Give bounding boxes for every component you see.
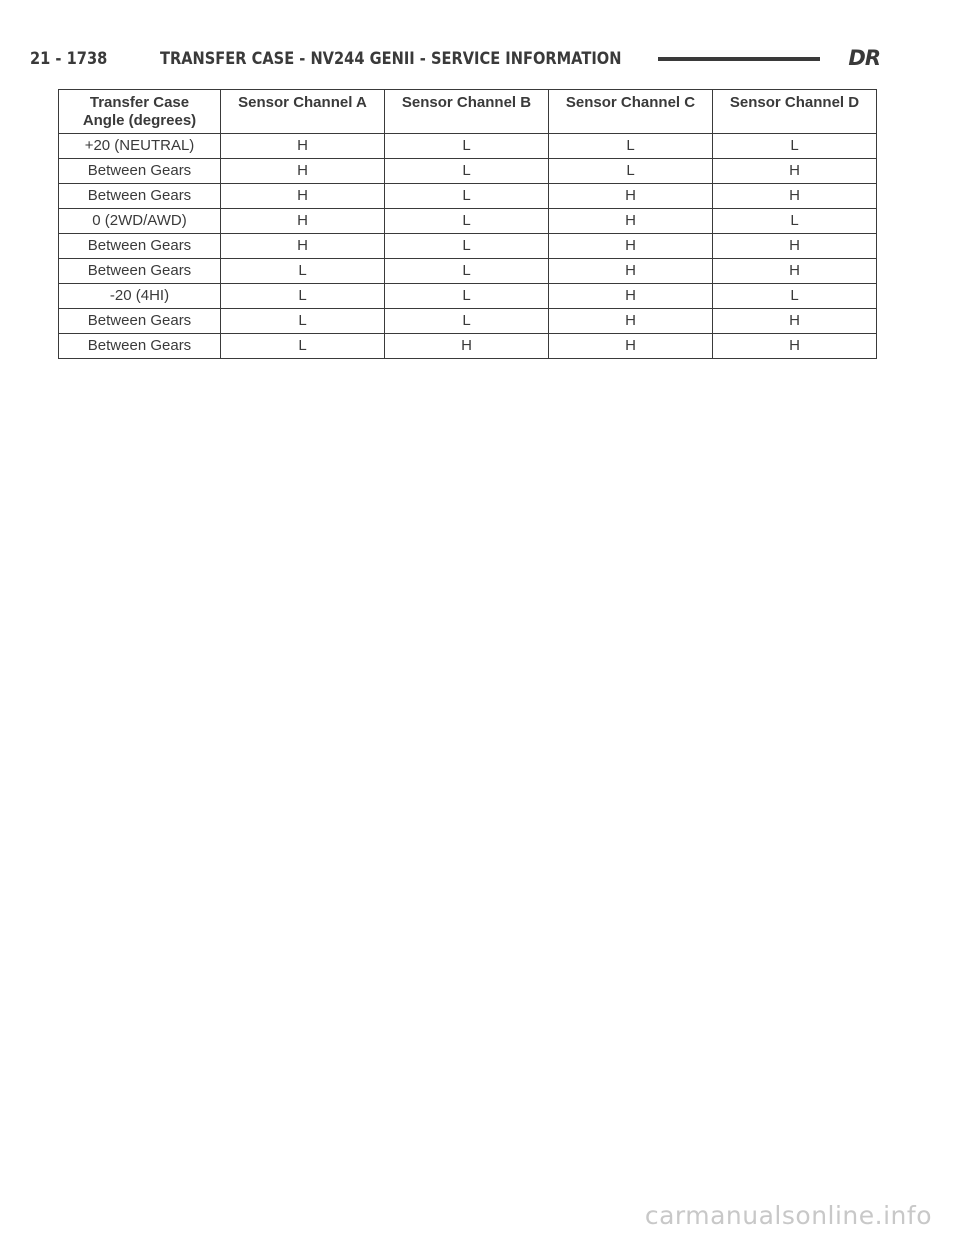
column-header-channel-d: Sensor Channel D: [713, 90, 877, 134]
cell-channel-d: H: [713, 259, 877, 284]
column-header-angle: Transfer Case Angle (degrees): [59, 90, 221, 134]
cell-angle: -20 (4HI): [59, 284, 221, 309]
cell-channel-b: L: [385, 134, 549, 159]
table-row: [59, 259, 877, 284]
cell-channel-b: L: [385, 234, 549, 259]
cell-channel-c: H: [549, 209, 713, 234]
model-badge: DR: [848, 46, 880, 70]
cell-channel-d: H: [713, 234, 877, 259]
cell-angle: Between Gears: [59, 234, 221, 259]
cell-angle: Between Gears: [59, 184, 221, 209]
cell-channel-a: H: [221, 234, 385, 259]
cell-channel-d: L: [713, 134, 877, 159]
cell-angle: Between Gears: [59, 259, 221, 284]
column-header-channel-c: Sensor Channel C: [549, 90, 713, 134]
cell-channel-c: H: [549, 234, 713, 259]
cell-channel-b: L: [385, 259, 549, 284]
cell-channel-a: H: [221, 159, 385, 184]
cell-channel-a: H: [221, 209, 385, 234]
cell-channel-a: L: [221, 309, 385, 334]
cell-channel-c: H: [549, 184, 713, 209]
table-row: [59, 134, 877, 159]
cell-channel-a: L: [221, 259, 385, 284]
page-title: TRANSFER CASE - NV244 GENII - SERVICE INFORMATION: [160, 49, 622, 69]
table-row: [59, 209, 877, 234]
cell-channel-a: L: [221, 284, 385, 309]
cell-angle: Between Gears: [59, 159, 221, 184]
cell-channel-c: H: [549, 284, 713, 309]
column-header-channel-a: Sensor Channel A: [221, 90, 385, 134]
cell-channel-b: L: [385, 209, 549, 234]
cell-channel-b: L: [385, 284, 549, 309]
cell-channel-a: H: [221, 134, 385, 159]
column-header-channel-b: Sensor Channel B: [385, 90, 549, 134]
cell-channel-a: H: [221, 184, 385, 209]
cell-channel-d: L: [713, 209, 877, 234]
cell-angle: Between Gears: [59, 309, 221, 334]
cell-channel-a: L: [221, 334, 385, 359]
cell-channel-c: L: [549, 159, 713, 184]
cell-angle: 0 (2WD/AWD): [59, 209, 221, 234]
cell-channel-c: H: [549, 309, 713, 334]
table-row: [59, 284, 877, 309]
cell-channel-d: H: [713, 334, 877, 359]
page-header: [30, 44, 880, 74]
cell-angle: Between Gears: [59, 334, 221, 359]
table-row: [59, 309, 877, 334]
cell-channel-c: H: [549, 334, 713, 359]
table-row: [59, 159, 877, 184]
cell-channel-b: L: [385, 159, 549, 184]
table-row: [59, 234, 877, 259]
site-watermark: carmanualsonline.info: [644, 1201, 932, 1230]
table-header-row: [59, 90, 877, 134]
cell-channel-d: H: [713, 184, 877, 209]
table-row: [59, 334, 877, 359]
sensor-channel-table: [58, 89, 877, 359]
page-number: 21 - 1738: [30, 49, 108, 69]
cell-channel-b: L: [385, 184, 549, 209]
cell-channel-b: L: [385, 309, 549, 334]
table-row: [59, 184, 877, 209]
cell-channel-c: L: [549, 134, 713, 159]
cell-channel-d: L: [713, 284, 877, 309]
cell-channel-d: H: [713, 309, 877, 334]
cell-channel-c: H: [549, 259, 713, 284]
cell-angle: +20 (NEUTRAL): [59, 134, 221, 159]
cell-channel-b: H: [385, 334, 549, 359]
header-rule: [658, 57, 820, 61]
cell-channel-d: H: [713, 159, 877, 184]
